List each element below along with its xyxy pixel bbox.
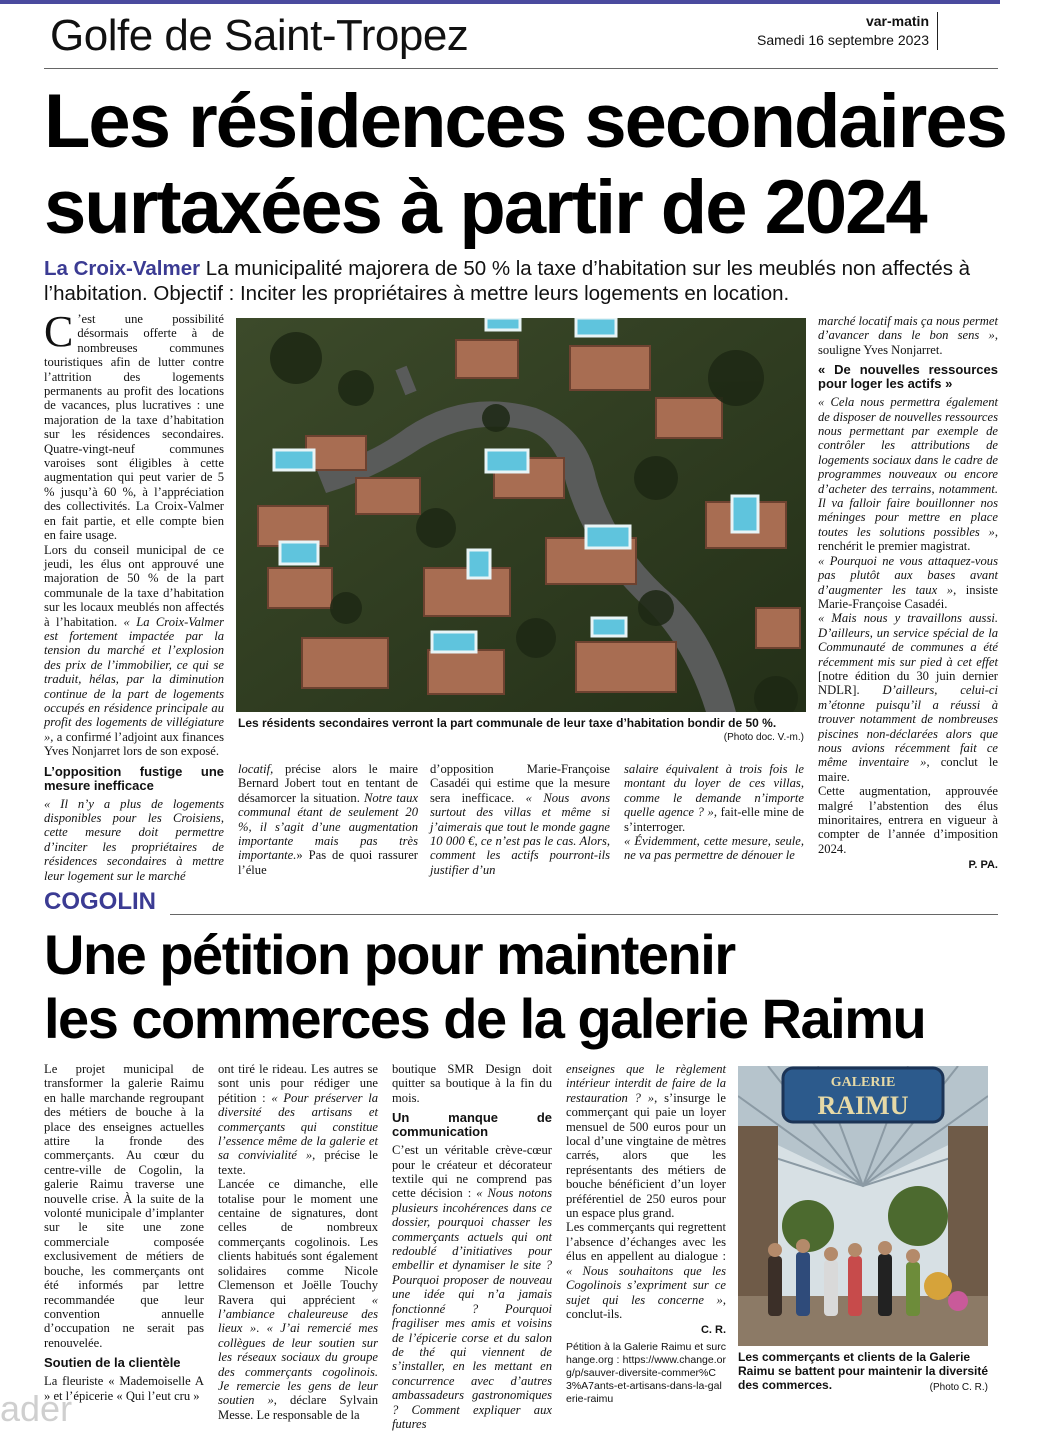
article1-photo-credit: (Photo doc. V.-m.) [723,732,804,743]
article2-column-4 [566,1062,726,1406]
paragraph: , s’insurge le commerçant qui paie un loyer mensuel de 500 euros pour un local d’une vingtaine de mètres carrés, alors que les représentants des métiers de bouche bénéficient d’un loyer préférentiel de 250 euros pour un espace plus grand. [566,1090,726,1221]
quote: « La Croix-Valmer est fortement impactée par la tension du marché et l’explosion des prix de l’immobilier, ce qui se traduit, hélas, par la diminution continue de la part de logements occupés en résidence principale au profit des logements de villégiature » [44,614,224,744]
quote: « J’ai remercié mes collègues de leur soutien sur les réseaux sociaux du groupe des commerçants cogolinois. Je remercie les gens de leur soutien » [218,1321,379,1408]
publication-date: Samedi 16 septembre 2023 [757,32,929,48]
article2-column-3 [392,1062,552,1431]
quote: « Cela nous permettra également de disposer de nouvelles ressources nous permettant par exemple de contrôler les attributions de logements sociaux dans le cadre de programmes nouveaux ou encore d’acheter des terrains, notamment. Il va falloir faire bouillonner nos méninges pour mettre en place toutes les solutions possibles » [818,395,998,539]
paragraph: ’est une possibilité désormais offerte à de nombreuses communes touristiques afin de lutter contre l’attrition des logements permanents au profit des locations de vacances, plus lucratives : une majoration de la taxe d’habitation sur les résidences secondaires. Quatre-vingt-neuf communes varoises sont éligibles à cette augmentation qui peut varier de 5 % jusqu’à 60 %, à l’appréciation des collectivités. La Croix-Valmer en fait partie, et elle compte bien en faire usage. [44,312,224,543]
article2-subhead-2: Un manque de communication [392,1110,552,1140]
caption-text: Les commerçants et clients de la Galerie Raimu se battent pour maintenir la diversité des commerces. [738,1350,989,1392]
paragraph: , a confirmé l’adjoint aux finances Yves Nonjarret lors de son exposé. [44,729,224,759]
quote: D’ailleurs, celui-ci m’étonne puisqu’il a réussi à trouver notamment de nombreuses piscines non-déclarées alors que nous avions récemment fait ce même inventaire » [818,683,998,770]
galerie-raimu-illustration [738,1066,988,1346]
quote: « Évidemment, cette mesure, seule, ne va pas permettre de dénouer le [624,834,804,863]
article1-lead [44,256,994,306]
paragraph: [notre édition du 30 juin dernier NDLR]. [818,668,998,698]
paragraph: , souligne Yves Nonjarret. [818,328,998,357]
article1-signature: P. PA. [968,859,998,872]
quote: « Pourquoi ne vous attaquez-vous pas plutôt aux bases avant d’augmenter les taux » [818,553,998,597]
paragraph: , précise le texte. [218,1148,378,1177]
sign-galerie-text: GALERIE [830,1075,896,1090]
article2-column-1 [44,1062,204,1403]
sign-raimu-text: RAIMU [817,1091,909,1120]
article1-lead-text: La municipalité majorera de 50 % la taxe d’habitation sur les meublés non affectés à l’habitation. Objectif : Inciter les propriétaires à mettre leurs logements en location. [44,257,971,305]
paragraph: Les commerçants qui regrettent l’absence d’échanges avec les élus en appellent au dialogue : [566,1220,726,1264]
quote: salaire équivalent à trois fois le montant du loyer de ces villas, comme le demande n’importe quelle agence ? » [624,762,804,820]
quote: marché locatif mais ça nous permet d’avancer dans le bon sens » [818,314,998,343]
quote: « Nous avons surtout des villas et même si j’aimerais que tout le monde gagne 10 000 €, ce n’est pas le cas. Alors, comment les actifs pourront-ils justifier d’un [430,790,610,877]
aerial-villas-illustration [236,318,806,712]
petition-note: Pétition à la Galerie Raimu et surchange.org : https://www.change.org/p/sauver-diversite-commer%C3%A7ants-et-artisans-dans-la-galerie-raimu [566,1340,726,1405]
quote: « Nous souhaitons que les Cogolinois s’expriment sur ce sujet qui les concerne » [566,1263,726,1307]
article2-column-2 [218,1062,378,1422]
quote: enseignes que le règlement intérieur interdit de faire de la restauration ? » [566,1062,726,1105]
quote: « Nous notons plusieurs incohérences dans ce dossier, pourquoi chasser les commerçants actuels qui ont redoublé d’initiatives pour embellir et dynamiser le site ? Pourquoi proposer de nouveau une idée qui n’a jamais fonctionné ? Pourquoi fragiliser mes amis et voisins de l’épicerie corse et du salon de thé qui viennent de s’installer, en les mettant en concurrence avec d’autres ambassadeurs gastronomiques ? Comment expliquer aux futures [392,1186,553,1431]
article1-photo-caption [238,716,798,730]
paragraph: Cette augmentation, approuvée malgré l’abstention des élus minoritaires, entrera en vigueur à compter de l’année d’imposition 2024. [818,784,998,856]
article1-subhead-2: « De nouvelles ressources pour loger les actifs » [818,362,998,392]
paragraph: » Pas de quoi rassurer l’élue [238,848,418,877]
paragraph: , renchérit le premier magistrat. [818,524,998,554]
paragraph: , insiste Marie-Françoise Casadéi. [818,582,998,611]
article1-column-3 [430,762,610,877]
quote: « Il n’y a plus de logements disponibles pour les Croisiens, cette mesure doit permettre d’inciter les propriétaires de résidences secondaires à mettre leur logement sur le marché [44,796,224,883]
galerie-raimu-photo [738,1066,988,1346]
article1-column-2 [238,762,418,877]
article2-signature: C. R. [700,1324,726,1337]
paragraph: Lors du conseil municipal de ce jeudi, les élus ont approuvé une majoration de 50 % de la part communale de la taxe d’habitation sur les locaux meublés non affectés à l’habitation. [44,542,224,629]
quote: « Pour préserver la diversité des artisans et commerçants qui constitue l’essence même de la galerie et sa convivialité » [218,1090,378,1163]
paragraph: Le projet municipal de transformer la galerie Raimu en halle marchande regroupant des métiers de bouche à la place des enseignes actuelles attire la fronde des commerçants. Au cœur du centre-ville de Cogolin, la galerie Raimu traverse une nouvelle crise. À la suite de la volonté municipale d’implanter sur le site une zone commerciale composée exclusivement de métiers de bouche, les commerçants ont été informés par lettre recommandée que leur convention annuelle d’occupation ne serait pas renouvelée. [44,1062,204,1350]
dropcap: C [44,307,74,356]
section-title: Golfe de Saint-Tropez [50,11,469,60]
caption-text: Les résidents secondaires verront la part communale de leur taxe d’habitation bondir de 50 %. [238,716,777,730]
aerial-villas-photo [236,318,806,712]
paragraph: , fait-elle mine de s’interroger. [624,805,804,834]
quote: Notre taux communal étant de seulement 20 %, il s’agit d’une augmentation importante mais pas très importante. [238,790,418,863]
newspaper-masthead [757,12,938,50]
paragraph: , déclare Sylvain Messe. Le responsable de la [218,1393,379,1422]
quote: locatif, [238,762,274,776]
article2-kicker: COGOLIN [44,888,156,915]
article2-subhead-1: Soutien de la clientèle [44,1355,181,1371]
top-accent-bar [0,0,1000,4]
paragraph: C’est un véritable crève-cœur pour le créateur et décorateur textile qui ne comprend pas cette décision : [392,1143,552,1201]
paragraph: . [256,1321,267,1336]
quote: « Mais nous y travaillons aussi. D’ailleurs, un service spécial de la Communauté de communes a été récemment mis sur pied à cet effet [818,611,998,669]
article1-headline-line1: Les résidences secondaires [44,79,1006,164]
paragraph: ont tiré le rideau. Les autres se sont unis pour rédiger une pétition : [218,1062,378,1105]
article2-headline-line2: les commerces de la galerie Raimu [44,987,926,1050]
paragraph: précise alors le maire Bernard Jobert tout en tentant de désamorcer la situation. [238,762,418,805]
article1-column-5 [818,314,998,873]
watermark: ader [0,1388,73,1429]
header-rule [44,68,998,69]
paragraph: La fleuriste « Mademoiselle A » et l’épicerie « Qui l’eut cru » [44,1374,204,1403]
article1-column-1 [44,307,224,883]
article1-location: La Croix-Valmer [44,257,201,280]
article1-headline-line2: surtaxées à partir de 2024 [44,165,926,250]
paragraph: , conclut-ils. [566,1292,726,1321]
article1-subhead-1: L’opposition fustige une mesure inefficace [44,763,224,793]
newspaper-name: var-matin [865,13,929,29]
paragraph: boutique SMR Design doit quitter sa boutique à la fin du mois. [392,1062,552,1105]
kicker-rule [170,914,998,915]
article2-headline-line1: Une pétition pour maintenir [44,923,735,986]
paragraph: , conclut le maire. [818,755,998,784]
article1-column-4 [624,762,804,863]
article2-photo-credit: (Photo C. R.) [929,1382,988,1393]
paragraph: d’opposition Marie-Françoise Casadéi qui estime que la mesure sera inefficace. [430,762,610,805]
quote: « l’ambiance chaleureuse des lieux » [218,1292,378,1336]
paragraph: Lancée ce dimanche, elle totalise pour le moment une centaine de signatures, dont celles de nombreux commerçants cogolinois. Les clients habitués sont également solidaires comme Nicole Clemenson et Joëlle Touchy Ravera qui apprécient [218,1177,378,1307]
